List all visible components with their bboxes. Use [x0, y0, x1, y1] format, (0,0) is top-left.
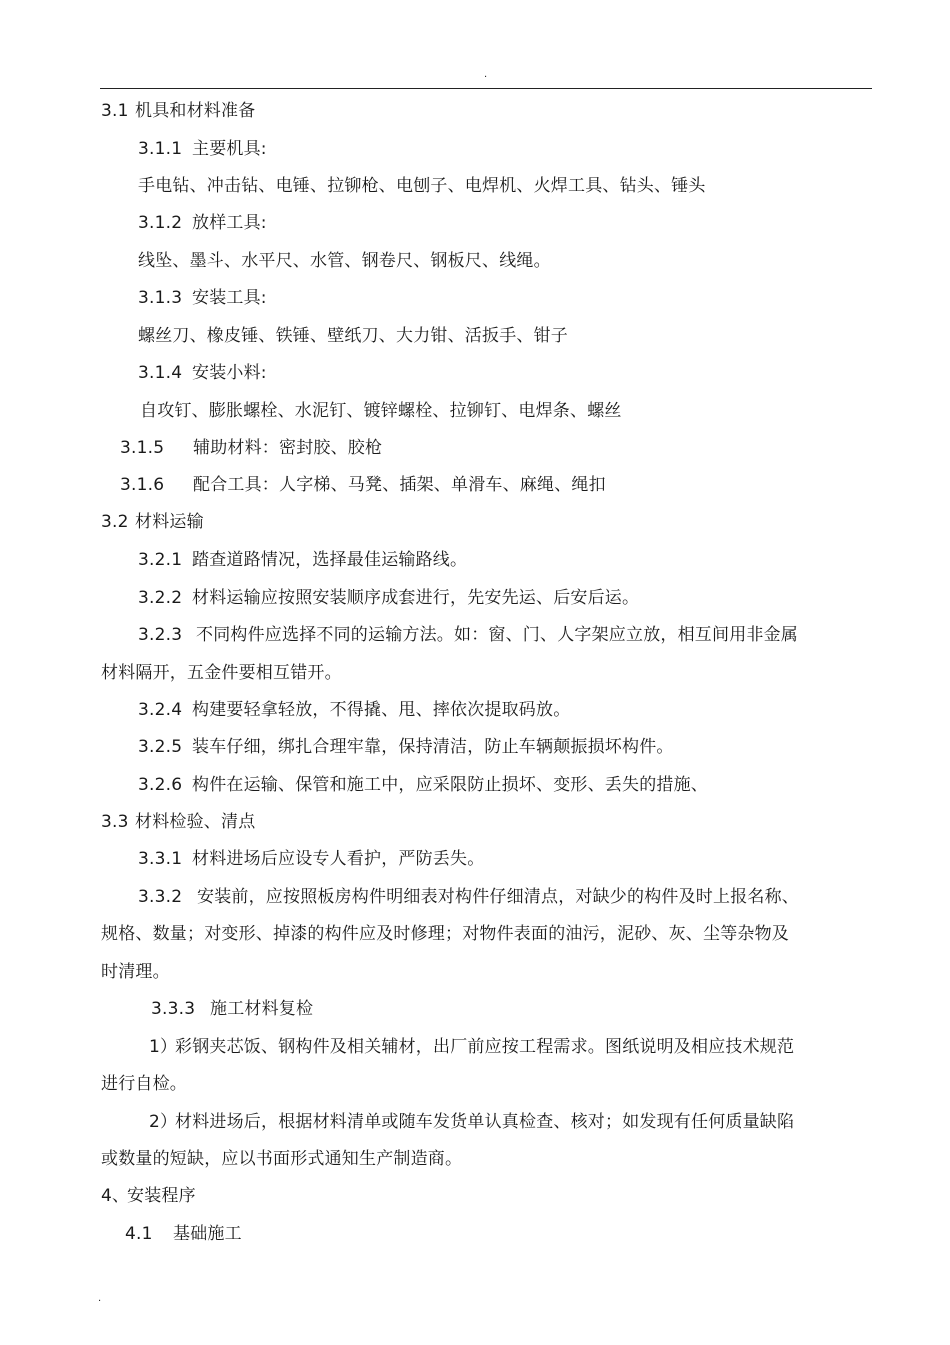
section-number: 3.3.1 [138, 849, 183, 869]
section-title: 辅助材料：密封胶、胶枪 [193, 438, 383, 458]
list-item-1 [149, 1037, 794, 1057]
item-3-3-3 [151, 999, 313, 1019]
paragraph-line: 自攻钉、膨胀螺栓、水泥钉、镀锌螺栓、拉铆钉、电焊条、螺丝 [140, 401, 622, 421]
section-title: 放样工具: [192, 213, 267, 233]
item-text: 材料进场后应设专人看护，严防丢失。 [192, 849, 485, 869]
section-number: 3.2 [101, 512, 129, 532]
section-title: 材料运输 [135, 512, 204, 532]
item-3-2-2 [138, 588, 639, 608]
paragraph-line: 线坠、墨斗、水平尺、水管、钢卷尺、钢板尺、线绳。 [138, 251, 551, 271]
subheading-3-1-2 [138, 213, 267, 233]
item-text: 材料运输应按照安装顺序成套进行，先安先运、后安后运。 [192, 588, 640, 608]
heading-3-3 [101, 812, 255, 832]
subheading-3-1-4 [138, 363, 267, 383]
paragraph-line: 手电钻、冲击钻、电锤、拉铆枪、电刨子、电焊机、火焊工具、钻头、锤头 [138, 176, 706, 196]
header-mark: . [484, 69, 488, 80]
heading-3-1 [101, 101, 255, 121]
section-number: 3.1.2 [138, 213, 183, 233]
item-text: 彩钢夹芯饭、钢构件及相关辅材，出厂前应按工程需求。图纸说明及相应技术规范 [175, 1037, 795, 1057]
section-number: 3.2.4 [138, 700, 183, 720]
paragraph-line: 螺丝刀、橡皮锤、铁锤、壁纸刀、大力钳、活扳手、钳子 [138, 326, 568, 346]
section-title: 基础施工 [173, 1224, 242, 1244]
paragraph-line: 或数量的短缺，应以书面形式通知生产制造商。 [101, 1149, 463, 1169]
item-text: 踏查道路情况，选择最佳运输路线。 [192, 550, 468, 570]
section-title: 材料检验、清点 [135, 812, 256, 832]
paragraph-line: 材料隔开，五金件要相互错开。 [101, 663, 342, 683]
section-title: 安装工具: [192, 288, 267, 308]
section-number: 4.1 [125, 1224, 153, 1244]
section-number: 3.1.6 [120, 475, 165, 495]
item-text: 构件在运输、保管和施工中，应采限防止损坏、变形、丢失的措施、 [192, 775, 708, 795]
item-3-2-6 [138, 775, 708, 795]
section-title: 安装小料: [192, 363, 267, 383]
subheading-3-1-6 [120, 475, 606, 495]
section-title: 配合工具：人字梯、马凳、插架、单滑车、麻绳、绳扣 [193, 475, 606, 495]
section-number: 3.2.5 [138, 737, 183, 757]
item-text: 装车仔细，绑扎合理牢靠，保持清洁，防止车辆颠振损坏构件。 [192, 737, 674, 757]
item-3-2-3 [138, 625, 798, 645]
section-number: 3.3 [101, 812, 129, 832]
paragraph-line: 时清理。 [101, 962, 170, 982]
section-number: 3.2.1 [138, 550, 183, 570]
section-number: 3.3.2 [138, 887, 183, 907]
section-number: 3.1.1 [138, 139, 183, 159]
section-number: 3.2.2 [138, 588, 183, 608]
list-marker: 1） [149, 1037, 178, 1057]
footer-mark: . [98, 1293, 102, 1304]
section-number: 3.3.3 [151, 999, 196, 1019]
subheading-3-1-1 [138, 139, 267, 159]
subheading-3-1-3 [138, 288, 267, 308]
item-text: 构建要轻拿轻放，不得撬、甩、摔依次提取码放。 [192, 700, 571, 720]
paragraph-line: 进行自检。 [101, 1074, 187, 1094]
heading-3-2 [101, 512, 204, 532]
section-number: 3.1.3 [138, 288, 183, 308]
section-number: 4、 [101, 1186, 130, 1206]
paragraph-line: 规格、数量；对变形、掉漆的构件应及时修理；对物件表面的油污，泥砂、灰、尘等杂物及 [101, 924, 789, 944]
item-3-3-2 [138, 887, 799, 907]
item-3-2-1 [138, 550, 467, 570]
item-3-2-5 [138, 737, 674, 757]
item-text: 不同构件应选择不同的运输方法。如：窗、门、人字架应立放，相互间用非金属 [196, 625, 798, 645]
section-number: 3.2.3 [138, 625, 183, 645]
heading-4-1 [125, 1224, 242, 1244]
item-3-2-4 [138, 700, 570, 720]
section-number: 3.1.4 [138, 363, 183, 383]
section-number: 3.1 [101, 101, 129, 121]
heading-4 [101, 1186, 196, 1206]
section-title: 主要机具: [192, 139, 267, 159]
list-item-2 [149, 1112, 794, 1132]
section-title: 机具和材料准备 [135, 101, 256, 121]
section-title: 安装程序 [127, 1186, 196, 1206]
section-number: 3.1.5 [120, 438, 165, 458]
item-3-3-1 [138, 849, 484, 869]
section-number: 3.2.6 [138, 775, 183, 795]
item-text: 施工材料复检 [210, 999, 314, 1019]
subheading-3-1-5 [120, 438, 382, 458]
list-marker: 2） [149, 1112, 178, 1132]
item-text: 材料进场后，根据材料清单或随车发货单认真检查、核对；如发现有任何质量缺陷 [175, 1112, 795, 1132]
header-rule [100, 88, 872, 89]
item-text: 安装前，应按照板房构件明细表对构件仔细清点，对缺少的构件及时上报名称、 [197, 887, 799, 907]
